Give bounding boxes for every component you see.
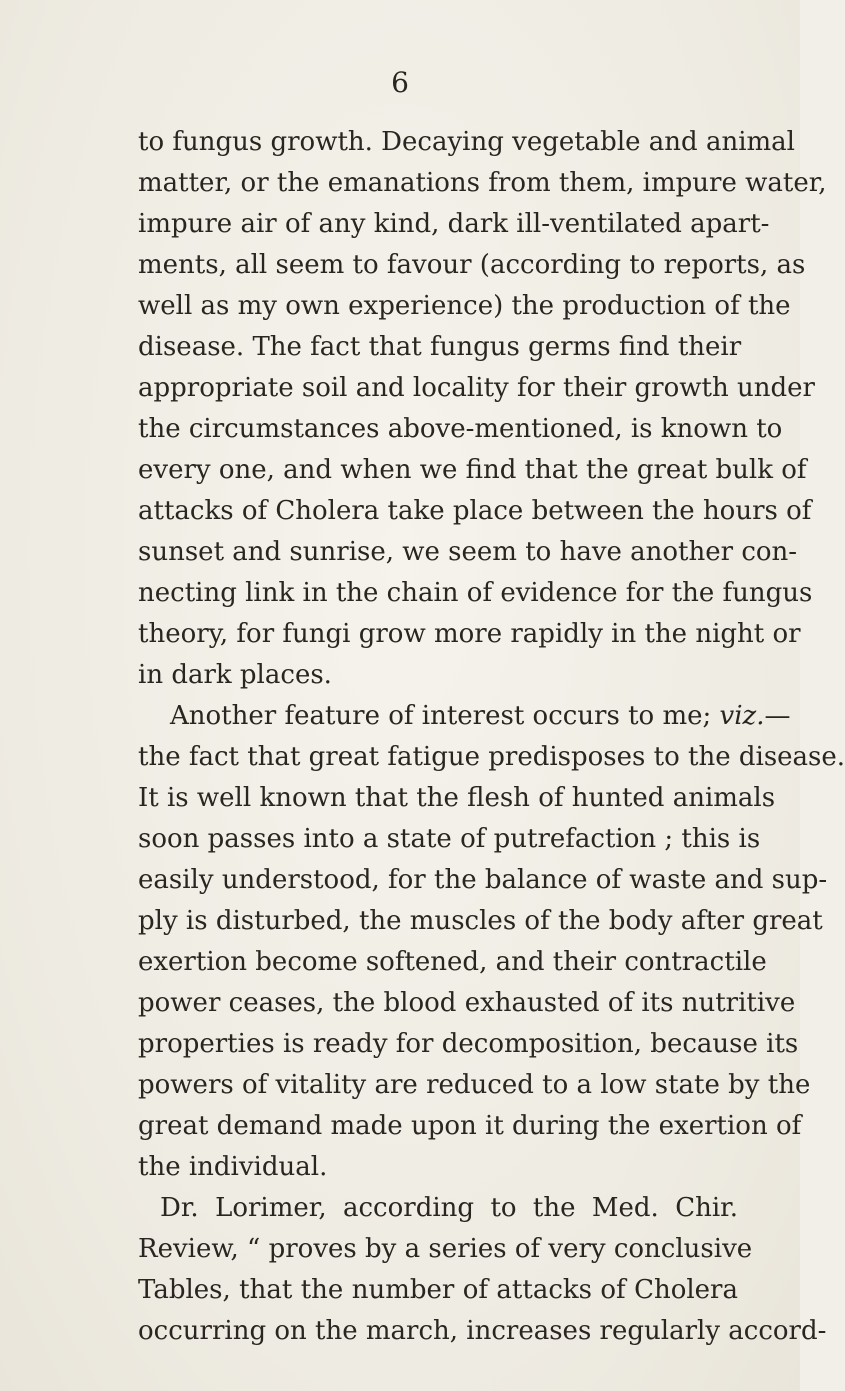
text-line: power ceases, the blood exhausted of its nutritive <box>138 988 796 1018</box>
text-line: matter, or the emanations from them, impure water, <box>138 168 827 198</box>
viz-abbreviation: viz. <box>719 701 765 731</box>
text-line: the individual. <box>138 1152 328 1182</box>
text-line: sunset and sunrise, we seem to have another con- <box>138 537 798 567</box>
text-line: exertion become softened, and their contractile <box>138 947 767 977</box>
text-line: well as my own experience) the production of the <box>138 291 791 321</box>
text-line: occurring on the march, increases regularly accord- <box>138 1316 827 1346</box>
text-line: easily understood, for the balance of waste and sup- <box>138 865 828 895</box>
text-line: ments, all seem to favour (according to reports, as <box>138 250 806 280</box>
text-line: theory, for fungi grow more rapidly in the night or <box>138 619 801 649</box>
body-text <box>138 122 845 1352</box>
text-line: disease. The fact that fungus germs find their <box>138 332 742 362</box>
text-line: Review, “ proves by a series of very conclusive <box>138 1234 753 1264</box>
text-line: great demand made upon it during the exertion of <box>138 1111 802 1141</box>
text-line: the circumstances above-mentioned, is known to <box>138 414 783 444</box>
text-line: Another feature of interest occurs to me; viz.— <box>170 701 791 731</box>
text-line: ply is disturbed, the muscles of the body after great <box>138 906 823 936</box>
text-line: to fungus growth. Decaying vegetable and animal <box>138 127 795 157</box>
text-line: impure air of any kind, dark ill-ventilated apart- <box>138 209 770 239</box>
text-line: attacks of Cholera take place between the hours of <box>138 496 812 526</box>
text-line: necting link in the chain of evidence for the fungus <box>138 578 813 608</box>
text-line: appropriate soil and locality for their growth under <box>138 373 815 403</box>
text-line: every one, and when we find that the great bulk of <box>138 455 807 485</box>
text-line: Dr. Lorimer, according to the Med. Chir. <box>160 1193 738 1223</box>
text-line: the fact that great fatigue predisposes to the disease. <box>138 742 845 772</box>
page-number: 6 <box>391 66 409 99</box>
text-line: Tables, that the number of attacks of Cholera <box>138 1275 738 1305</box>
text-line: soon passes into a state of putrefaction ; this is <box>138 824 761 854</box>
text-line: It is well known that the flesh of hunted animals <box>138 783 776 813</box>
text-line: powers of vitality are reduced to a low state by the <box>138 1070 811 1100</box>
text-line: properties is ready for decomposition, because its <box>138 1029 799 1059</box>
text-line: in dark places. <box>138 660 332 690</box>
